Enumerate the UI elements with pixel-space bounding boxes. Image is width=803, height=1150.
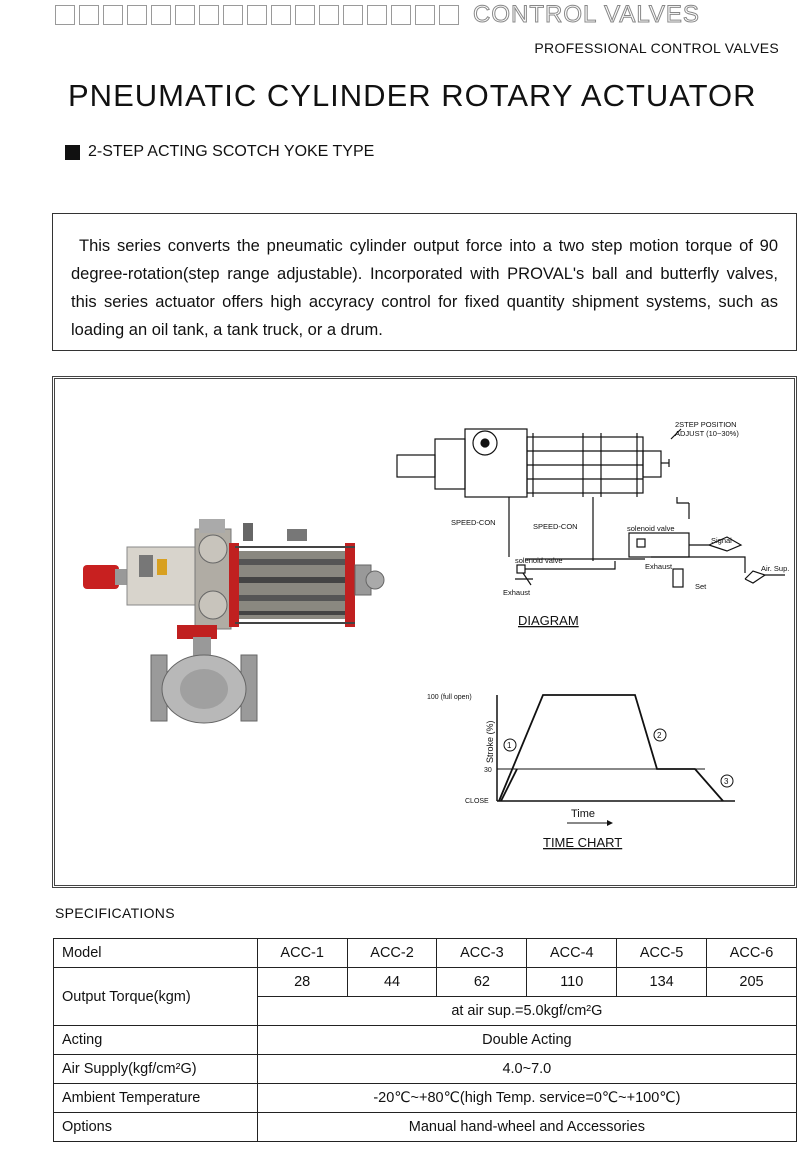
placeholder-box [271, 5, 291, 25]
torque-cell: 44 [347, 968, 437, 997]
placeholder-box [151, 5, 171, 25]
torque-cell: 205 [707, 968, 797, 997]
y-mid-label: 30 [484, 767, 492, 774]
torque-label: Output Torque(kgm) [54, 968, 258, 1026]
model-cell: ACC-2 [347, 939, 437, 968]
placeholder-box [391, 5, 411, 25]
placeholder-box [223, 5, 243, 25]
temperature-label: Ambient Temperature [54, 1084, 258, 1113]
torque-note: at air sup.=5.0kgf/cm²G [257, 997, 796, 1026]
description-text: This series converts the pneumatic cylinder output force into a two step motion torque of 90 degree-rotation(step range adjustable). Incorporated with PROVAL's ball and butterfly valves, this series actuator offers high accyracy control for fixed quantity shipment systems, such as loading an oil tank, a tank truck, or a drum. [71, 237, 778, 339]
specifications-table [53, 938, 797, 1142]
label-signal: Signal [711, 536, 732, 545]
table-row [54, 939, 797, 968]
description-box [52, 213, 797, 351]
model-cell: ACC-6 [707, 939, 797, 968]
diagram-caption: DIAGRAM [518, 613, 579, 628]
label-exhaust-2: Exhaust [645, 562, 673, 571]
section-heading-text: 2-STEP ACTING SCOTCH YOKE TYPE [88, 143, 375, 160]
placeholder-box [199, 5, 219, 25]
diagram-labels [451, 420, 789, 597]
y-axis-label: Stroke (%) [485, 720, 495, 763]
y-top-label: 100 (full open) [427, 694, 472, 701]
torque-cell: 28 [257, 968, 347, 997]
acting-label: Acting [54, 1026, 258, 1055]
marker-3: 3 [724, 777, 729, 786]
figure-svg [55, 379, 794, 885]
table-row [54, 1055, 797, 1084]
label-adjust: ADJUST (10~30%) [675, 429, 739, 438]
model-cell: ACC-4 [527, 939, 617, 968]
marker-1: 1 [507, 741, 512, 750]
label-speed-con-2: SPEED-CON [533, 522, 578, 531]
specifications-heading: SPECIFICATIONS [55, 905, 175, 921]
label-set: Set [695, 582, 707, 591]
label-solenoid-2: solenoid valve [627, 524, 675, 533]
table-row [54, 1084, 797, 1113]
placeholder-box [79, 5, 99, 25]
model-label: Model [54, 939, 258, 968]
marker-2: 2 [657, 731, 662, 740]
model-cell: ACC-3 [437, 939, 527, 968]
header-strip [55, 2, 785, 28]
label-solenoid-1: solenoid valve [515, 556, 563, 565]
x-axis-label: Time [571, 808, 596, 820]
model-cell: ACC-1 [257, 939, 347, 968]
label-speed-con-1: SPEED-CON [451, 518, 496, 527]
placeholder-box [55, 5, 75, 25]
placeholder-box [367, 5, 387, 25]
stroke-curve [499, 695, 723, 801]
options-label: Options [54, 1113, 258, 1142]
figure-frame [52, 376, 797, 888]
options-value: Manual hand-wheel and Accessories [257, 1113, 796, 1142]
air-supply-label: Air Supply(kgf/cm²G) [54, 1055, 258, 1084]
placeholder-box [295, 5, 315, 25]
table-row [54, 1113, 797, 1142]
subtitle: PROFESSIONAL CONTROL VALVES [534, 40, 779, 56]
placeholder-box [127, 5, 147, 25]
placeholder-box [439, 5, 459, 25]
temperature-value: -20℃~+80℃(high Temp. service=0℃~+100℃) [257, 1084, 796, 1113]
table-row [54, 968, 797, 997]
brand-text: CONTROL VALVES [473, 1, 700, 28]
air-supply-value: 4.0~7.0 [257, 1055, 796, 1084]
placeholder-box [415, 5, 435, 25]
time-chart-caption: TIME CHART [543, 835, 623, 850]
square-bullet-icon [65, 145, 80, 160]
torque-cell: 110 [527, 968, 617, 997]
page-title: PNEUMATIC CYLINDER ROTARY ACTUATOR [68, 78, 757, 113]
acting-value: Double Acting [257, 1026, 796, 1055]
model-cell: ACC-5 [617, 939, 707, 968]
placeholder-boxes [55, 5, 459, 25]
placeholder-box [343, 5, 363, 25]
placeholder-box [103, 5, 123, 25]
actuator-photo [83, 519, 384, 723]
pneumatic-diagram [397, 429, 785, 587]
label-air-sup: Air. Sup. [761, 564, 790, 573]
label-position: 2STEP POSITION [675, 420, 737, 429]
table-row [54, 1026, 797, 1055]
placeholder-box [319, 5, 339, 25]
torque-cell: 134 [617, 968, 707, 997]
y-bottom-label: CLOSE [465, 798, 489, 805]
placeholder-box [247, 5, 267, 25]
label-exhaust-1: Exhaust [503, 588, 531, 597]
placeholder-box [175, 5, 195, 25]
torque-cell: 62 [437, 968, 527, 997]
section-heading [65, 143, 374, 161]
time-chart [427, 694, 735, 826]
